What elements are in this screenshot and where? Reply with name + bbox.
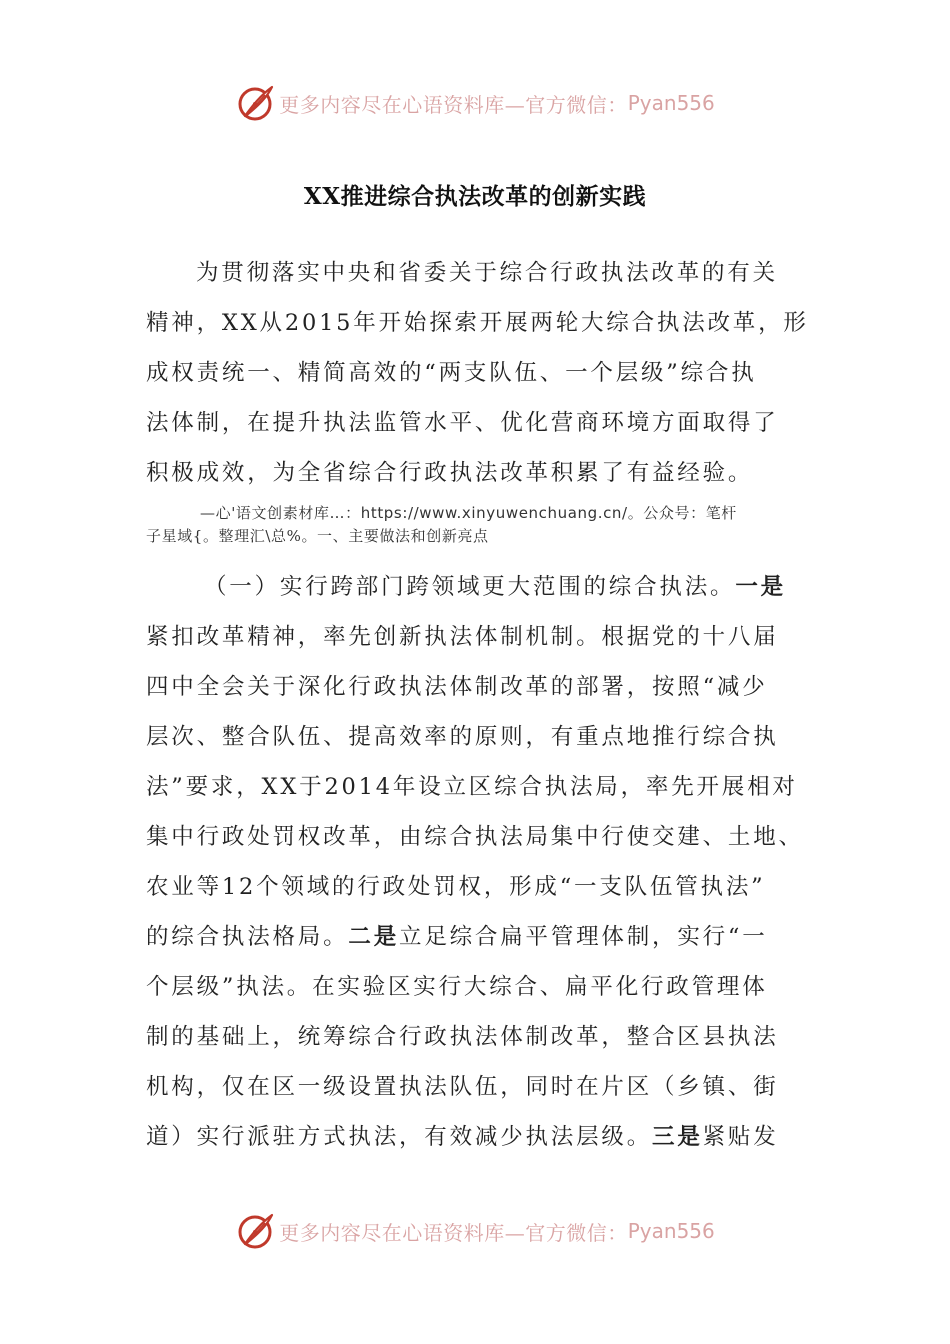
body-line — [146, 562, 808, 612]
document-body — [146, 248, 808, 1162]
note-url: https://www.xinyuwenchuang.cn/ — [360, 504, 628, 522]
body-line: 个层级”执法。在实验区实行大综合、扁平化行政管理体 — [146, 974, 768, 1000]
bold-marker: 三是 — [652, 1124, 703, 1150]
body-line — [146, 1112, 808, 1162]
quill-pen-logo-icon — [235, 1211, 275, 1251]
source-note — [146, 502, 808, 525]
body-text: 道）实行派驻方式执法，有效减少执法层级。 — [146, 1124, 653, 1150]
body-line: 层次、整合队伍、提高效率的原则，有重点地推行综合执 — [146, 724, 779, 750]
body-line: 紧扣改革精神，率先创新执法体制机制。根据党的十八届 — [146, 624, 779, 650]
body-line: 法”要求，XX于2014年设立区综合执法局，率先开展相对 — [146, 774, 798, 800]
footer-banner — [0, 1206, 950, 1256]
body-line: 集中行政处罚权改革，由综合执法局集中行使交建、土地、 — [146, 824, 804, 850]
banner-contact: Pyan556 — [627, 91, 715, 115]
body-line: 农业等12个领域的行政处罚权，形成“一支队伍管执法” — [146, 874, 766, 900]
body-line — [146, 912, 808, 962]
document-title: XX推进综合执法改革的创新实践 — [303, 183, 647, 210]
body-line: 机构，仅在区一级设置执法队伍，同时在片区（乡镇、街 — [146, 1074, 779, 1100]
banner-text: 更多内容尽在心语资料库—官方微信： — [279, 1220, 628, 1245]
intro-line: 为贯彻落实中央和省委关于综合行政执法改革的有关 — [196, 260, 778, 286]
note-suffix: 。公众号：笔杆 — [627, 504, 737, 522]
intro-line: 精神，XX从2015年开始探索开展两轮大综合执法改革，形 — [146, 310, 809, 336]
header-banner — [0, 78, 950, 128]
body-text: （一）实行跨部门跨领域更大范围的综合执法。 — [204, 574, 736, 600]
body-text: 立足综合扁平管理体制，实行“一 — [399, 924, 768, 950]
quill-pen-logo-icon — [235, 83, 275, 123]
bold-marker: 一是 — [735, 574, 786, 600]
intro-line: 法体制，在提升执法监管水平、优化营商环境方面取得了 — [146, 410, 779, 436]
body-line: 制的基础上，统筹综合行政执法体制改革，整合区县执法 — [146, 1024, 779, 1050]
intro-line: 积极成效，为全省综合行政执法改革积累了有益经验。 — [146, 460, 754, 486]
source-note-line2: 子星域{。整理汇\总%。一、主要做法和创新亮点 — [146, 527, 489, 545]
body-line: 四中全会关于深化行政执法体制改革的部署，按照“减少 — [146, 674, 768, 700]
banner-contact: Pyan556 — [627, 1219, 715, 1243]
body-text: 紧贴发 — [702, 1124, 779, 1150]
intro-line: 成权责统一、精简高效的“两支队伍、一个层级”综合执 — [146, 360, 757, 386]
bold-marker: 二是 — [348, 924, 400, 950]
note-prefix: —心'语文创素材库…： — [200, 504, 361, 522]
body-text: 的综合执法格局。 — [146, 924, 349, 950]
banner-text: 更多内容尽在心语资料库—官方微信： — [279, 92, 628, 117]
